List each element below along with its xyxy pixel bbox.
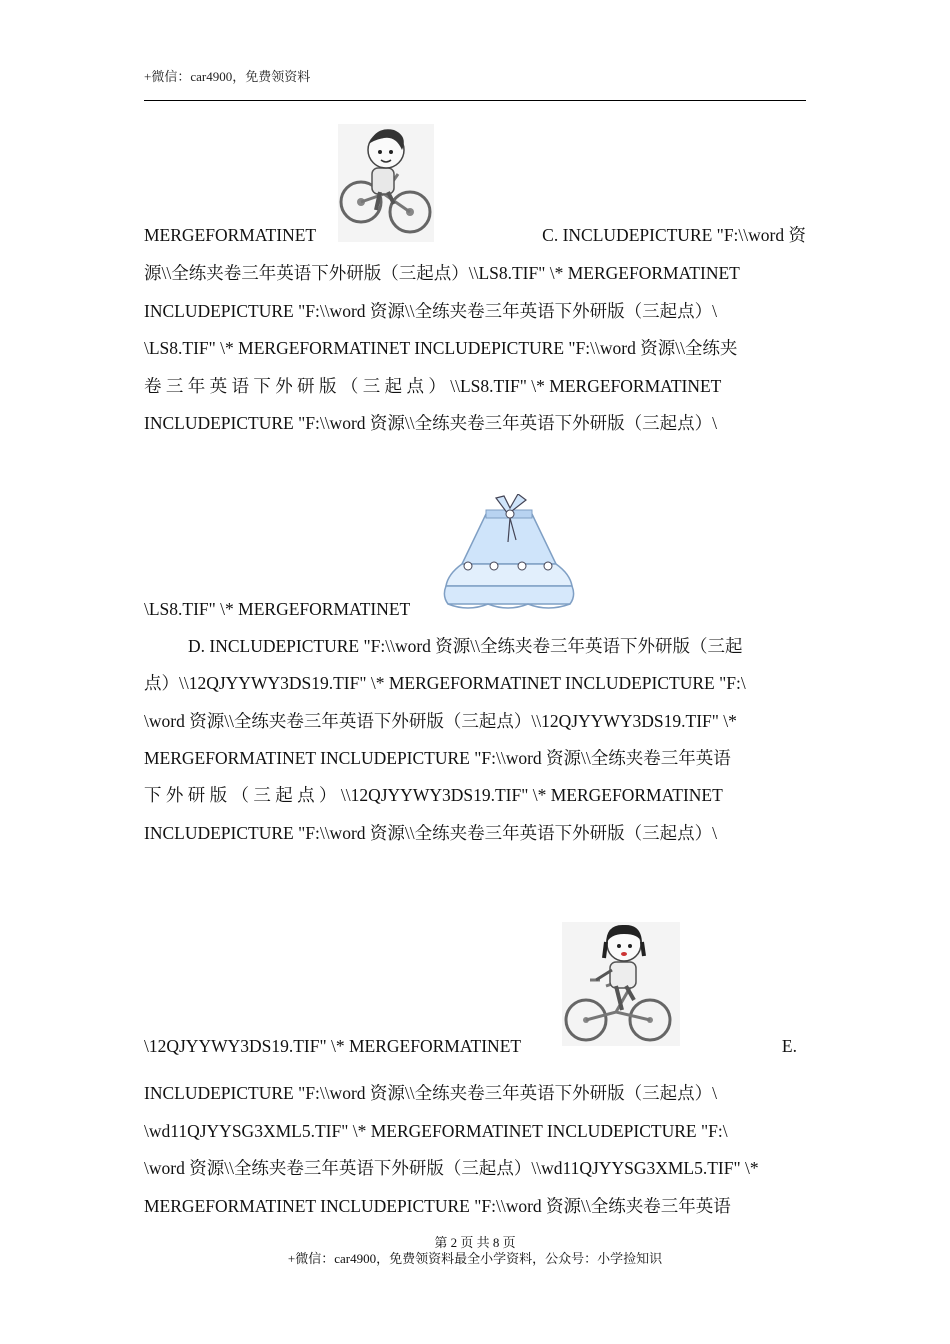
option-e-label: E. [781,1036,797,1056]
body-line: 下 外 研 版 （ 三 起 点 ） \\12QJYYWY3DS19.TIF" \* MERGEFORMATINET [144,785,723,805]
option-c-text: C. INCLUDEPICTURE "F:\\word 资 [542,225,806,245]
ruffled-skirt-image [438,494,580,612]
header-text: +微信：car4900，免费领资料 [144,69,311,84]
body-line: MERGEFORMATINET INCLUDEPICTURE "F:\\word 资源\\全练夹卷三年英语 [144,1196,731,1216]
body-line: 点）\\12QJYYWY3DS19.TIF" \* MERGEFORMATINET INCLUDEPICTURE "F:\ [144,673,746,693]
footer-text: +微信：car4900，免费领资料最全小学资料，公众号：小学捡知识 [287,1251,663,1266]
body-line: \12QJYYWY3DS19.TIF" \* MERGEFORMATINET [144,1036,522,1056]
body-line: \LS8.TIF" \* MERGEFORMATINET [144,599,411,619]
body-line: MERGEFORMATINET [144,225,317,245]
body-line: MERGEFORMATINET INCLUDEPICTURE "F:\\word 资源\\全练夹卷三年英语 [144,748,731,768]
body-line: 源\\全练夹卷三年英语下外研版（三起点）\\LS8.TIF" \* MERGEFORMATINET [144,263,740,283]
body-line: INCLUDEPICTURE "F:\\word 资源\\全练夹卷三年英语下外研版（三起点）\ [144,823,717,843]
body-line: INCLUDEPICTURE "F:\\word 资源\\全练夹卷三年英语下外研版（三起点）\ [144,1083,717,1103]
body-line: \word 资源\\全练夹卷三年英语下外研版（三起点）\\wd11QJYYSG3XML5.TIF" \* [144,1158,759,1178]
header-divider [144,100,806,101]
page-number: 第 2 页 共 8 页 [434,1235,516,1250]
body-line: \LS8.TIF" \* MERGEFORMATINET INCLUDEPICTURE "F:\\word 资源\\全练夹 [144,338,738,358]
body-line: INCLUDEPICTURE "F:\\word 资源\\全练夹卷三年英语下外研版（三起点）\ [144,301,717,321]
body-line: \wd11QJYYSG3XML5.TIF" \* MERGEFORMATINET INCLUDEPICTURE "F:\ [144,1121,728,1141]
body-line: INCLUDEPICTURE "F:\\word 资源\\全练夹卷三年英语下外研版（三起点）\ [144,413,717,433]
girl-on-bicycle-image [560,920,682,1048]
body-line: 卷 三 年 英 语 下 外 研 版 （ 三 起 点 ） \\LS8.TIF" \* MERGEFORMATINET [144,376,722,396]
body-line: \word 资源\\全练夹卷三年英语下外研版（三起点）\\12QJYYWY3DS19.TIF" \* [144,711,737,731]
option-d-text: D. INCLUDEPICTURE "F:\\word 资源\\全练夹卷三年英语下外研版（三起 [188,636,743,656]
